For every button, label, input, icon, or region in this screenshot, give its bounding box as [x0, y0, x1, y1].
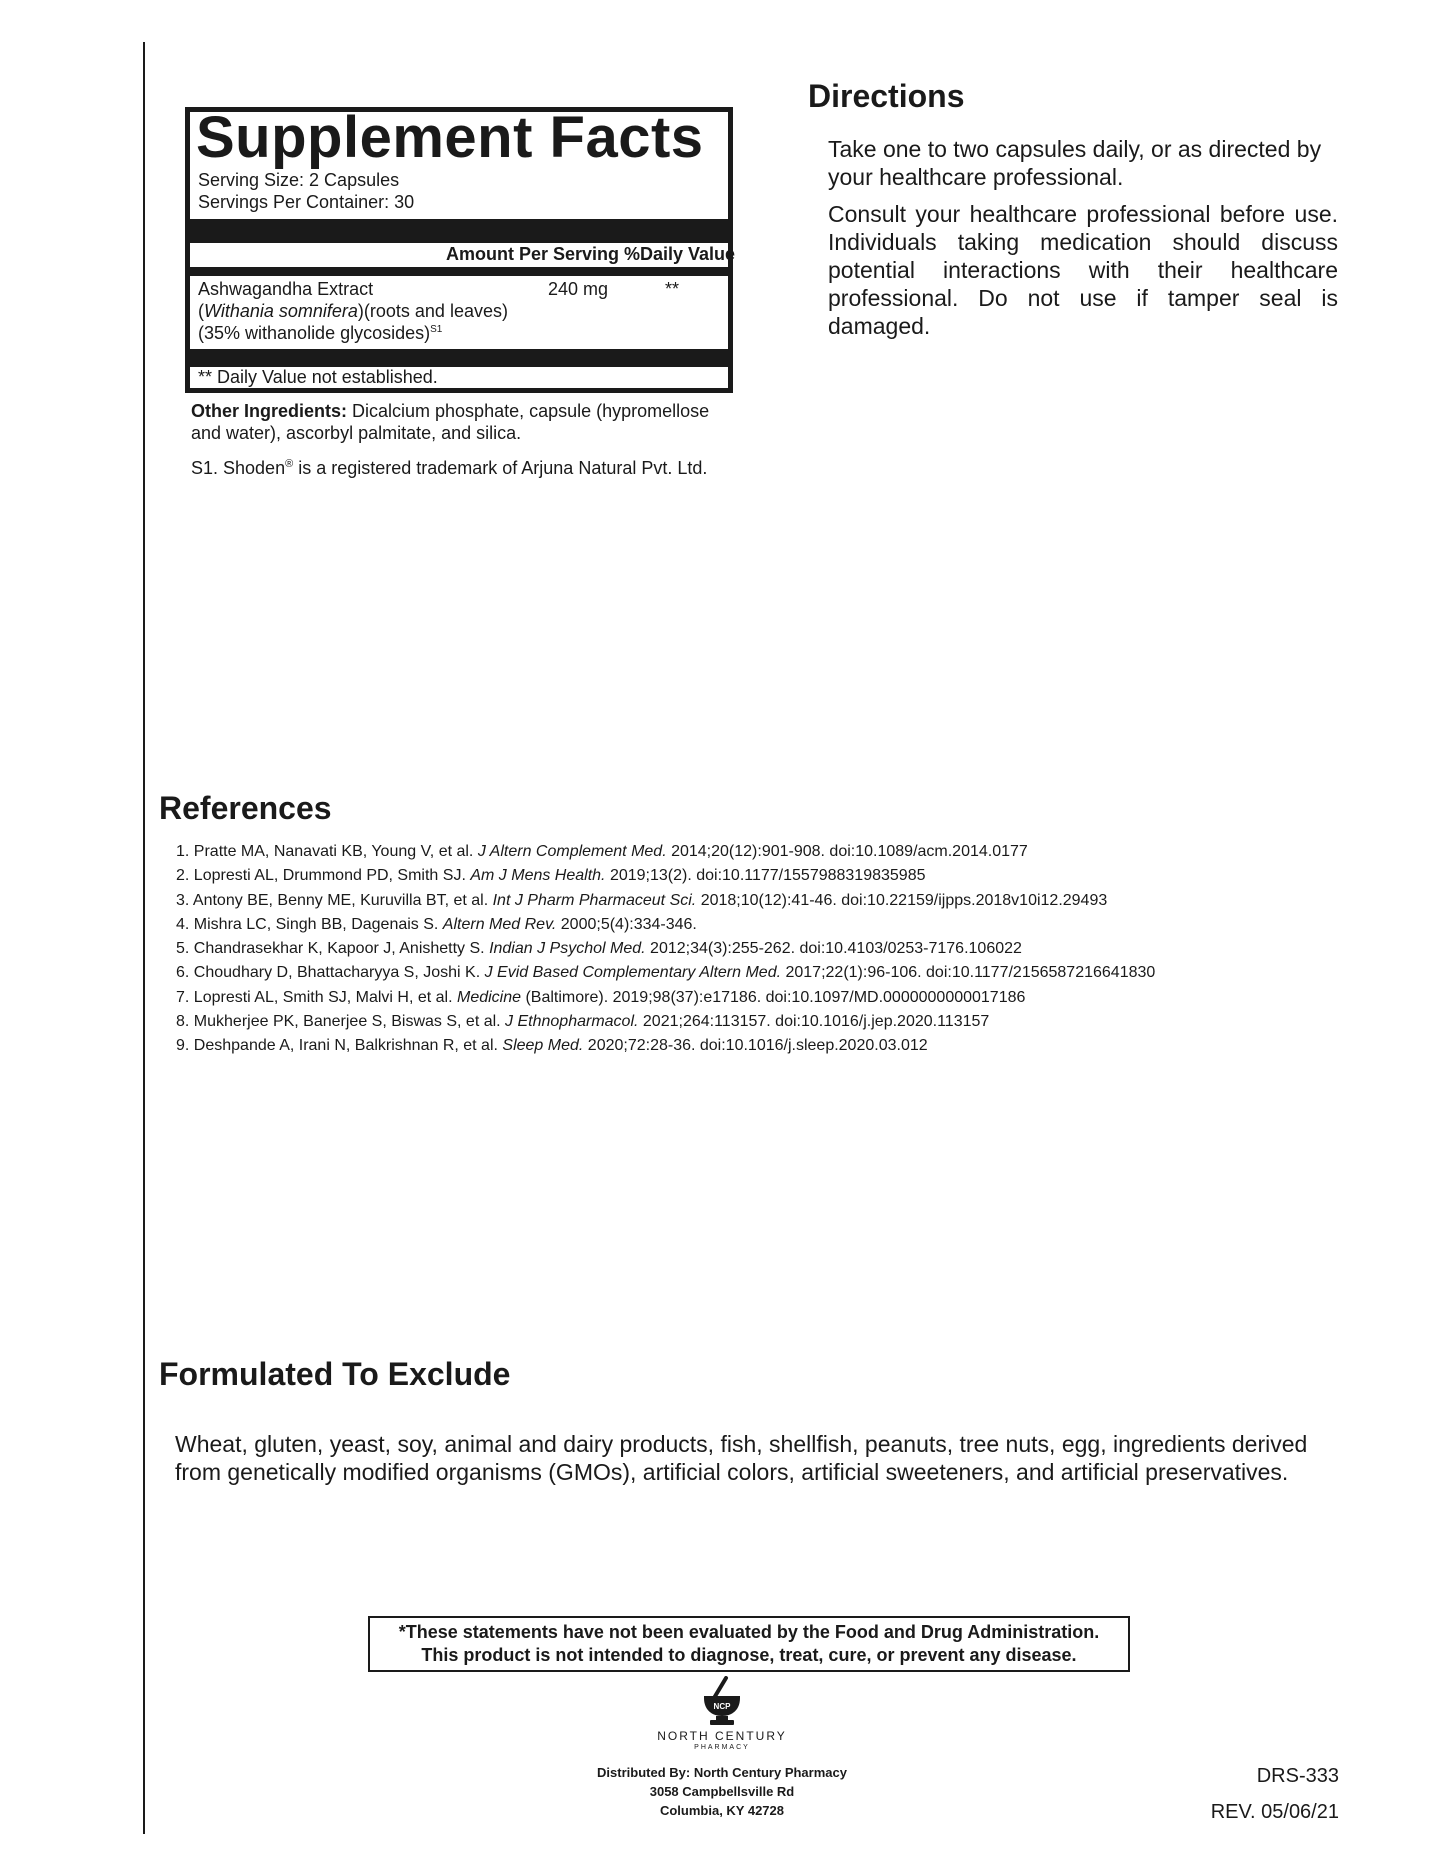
disclaimer-line-2: This product is not intended to diagnose, treat, cure, or prevent any disease.: [421, 1645, 1077, 1665]
serving-size: Serving Size: 2 Capsules: [198, 170, 400, 190]
mortar-pestle-icon: [700, 1676, 744, 1728]
distributor-line-3: Columbia, KY 42728: [659, 1803, 785, 1818]
distributor-line-2: 3058 Campbellsville Rd: [649, 1784, 795, 1799]
daily-value-note: ** Daily Value not established.: [198, 367, 438, 387]
references-heading: References: [159, 790, 332, 826]
left-margin-rule: [143, 42, 145, 1834]
reference-item: 5. Chandrasekhar K, Kapoor J, Anishetty S. Indian J Psychol Med. 2012;34(3):255-262. doi:10.4103/0253-7176.106022: [176, 940, 1022, 958]
reference-item: 3. Antony BE, Benny ME, Kuruvilla BT, et al. Int J Pharm Pharmaceut Sci. 2018;10(12):41-46. doi:10.22159/ijpps.2018v10i12.29493: [176, 891, 1108, 909]
product-code: DRS-333: [1256, 1765, 1339, 1787]
distributor-block: [572, 1763, 872, 1820]
medium-divider: [190, 267, 728, 276]
fda-disclaimer-box: [368, 1616, 1130, 1672]
formulated-to-exclude-text: Wheat, gluten, yeast, soy, animal and dairy products, fish, shellfish, peanuts, tree nuts, egg, ingredients derived from genetically modified organisms (GMOs), artificial colors, artificial sweeteners, and artificial preservatives.: [175, 1431, 1308, 1485]
disclaimer-line-1: *These statements have not been evaluated by the Food and Drug Administration.: [398, 1622, 1100, 1642]
thick-divider: [190, 219, 728, 243]
amount-per-serving-header: Amount Per Serving: [446, 244, 620, 264]
reference-item: 4. Mishra LC, Singh BB, Dagenais S. Altern Med Rev. 2000;5(4):334-346.: [176, 915, 697, 933]
other-ingredients: Other Ingredients: Dicalcium phosphate, capsule (hypromellose and water), ascorbyl palmitate, and silica.: [191, 401, 710, 443]
reference-item: 6. Choudhary D, Bhattacharyya S, Joshi K. J Evid Based Complementary Altern Med. 2017;22(1):96-106. doi:10.1177/2156587216641830: [176, 964, 1156, 982]
reference-item: 7. Lopresti AL, Smith SJ, Malvi H, et al. Medicine (Baltimore). 2019;98(37):e17186. doi:10.1097/MD.0000000000017186: [176, 988, 1026, 1006]
reference-item: 1. Pratte MA, Nanavati KB, Young V, et al. J Altern Complement Med. 2014;20(12):901-908. doi:10.1089/acm.2014.0177: [176, 843, 1028, 860]
reference-item: 9. Deshpande A, Irani N, Balkrishnan R, et al. Sleep Med. 2020;72:28-36. doi:10.1016/j.sleep.2020.03.012: [176, 1037, 928, 1055]
servings-per-container: Servings Per Container: 30: [198, 192, 415, 212]
ingredient-name: Ashwagandha Extract: [198, 279, 374, 299]
trademark-note: S1. Shoden® is a registered trademark of Arjuna Natural Pvt. Ltd.: [191, 458, 708, 478]
ingredient-amount: 240 mg: [548, 279, 609, 299]
supplement-facts-panel: [185, 105, 736, 393]
directions-paragraph-2: Consult your healthcare professional before use. Individuals taking medication should discuss potential interactions with their healthcare professional. Do not use if tamper seal is damaged.: [828, 201, 1338, 339]
ingredient-daily-value: **: [665, 279, 680, 299]
supplement-facts-title: Supplement Facts: [196, 105, 704, 170]
distributor-line-1: Distributed By: North Century Pharmacy: [597, 1765, 847, 1780]
reference-item: 8. Mukherjee PK, Banerjee S, Biswas S, et al. J Ethnopharmacol. 2021;264:113157. doi:10.1016/j.jep.2020.113157: [176, 1013, 990, 1031]
logo-company-sub: PHARMACY: [694, 1744, 750, 1751]
ingredient-standardization: (35% withanolide glycosides)$^{S1}$: [198, 323, 443, 343]
daily-value-header: %Daily Value: [624, 244, 736, 264]
reference-item: 2. Lopresti AL, Drummond PD, Smith SJ. Am J Mens Health. 2019;13(2). doi:10.1177/1557988319835985: [176, 867, 926, 885]
logo-company-name: NORTH CENTURY: [657, 1729, 787, 1743]
bottom-thick-divider: [190, 349, 728, 367]
revision-date: REV. 05/06/21: [1210, 1801, 1339, 1823]
formulated-to-exclude-heading: Formulated To Exclude: [159, 1356, 511, 1392]
ingredient-botanical: (Withania somnifera)(roots and leaves): [198, 301, 508, 321]
references-list: [176, 840, 1155, 1059]
directions-heading: Directions: [808, 78, 965, 114]
directions-paragraph-1: Take one to two capsules daily, or as directed by your healthcare professional.: [828, 136, 1322, 190]
logo-badge: NCP: [713, 1702, 731, 1711]
